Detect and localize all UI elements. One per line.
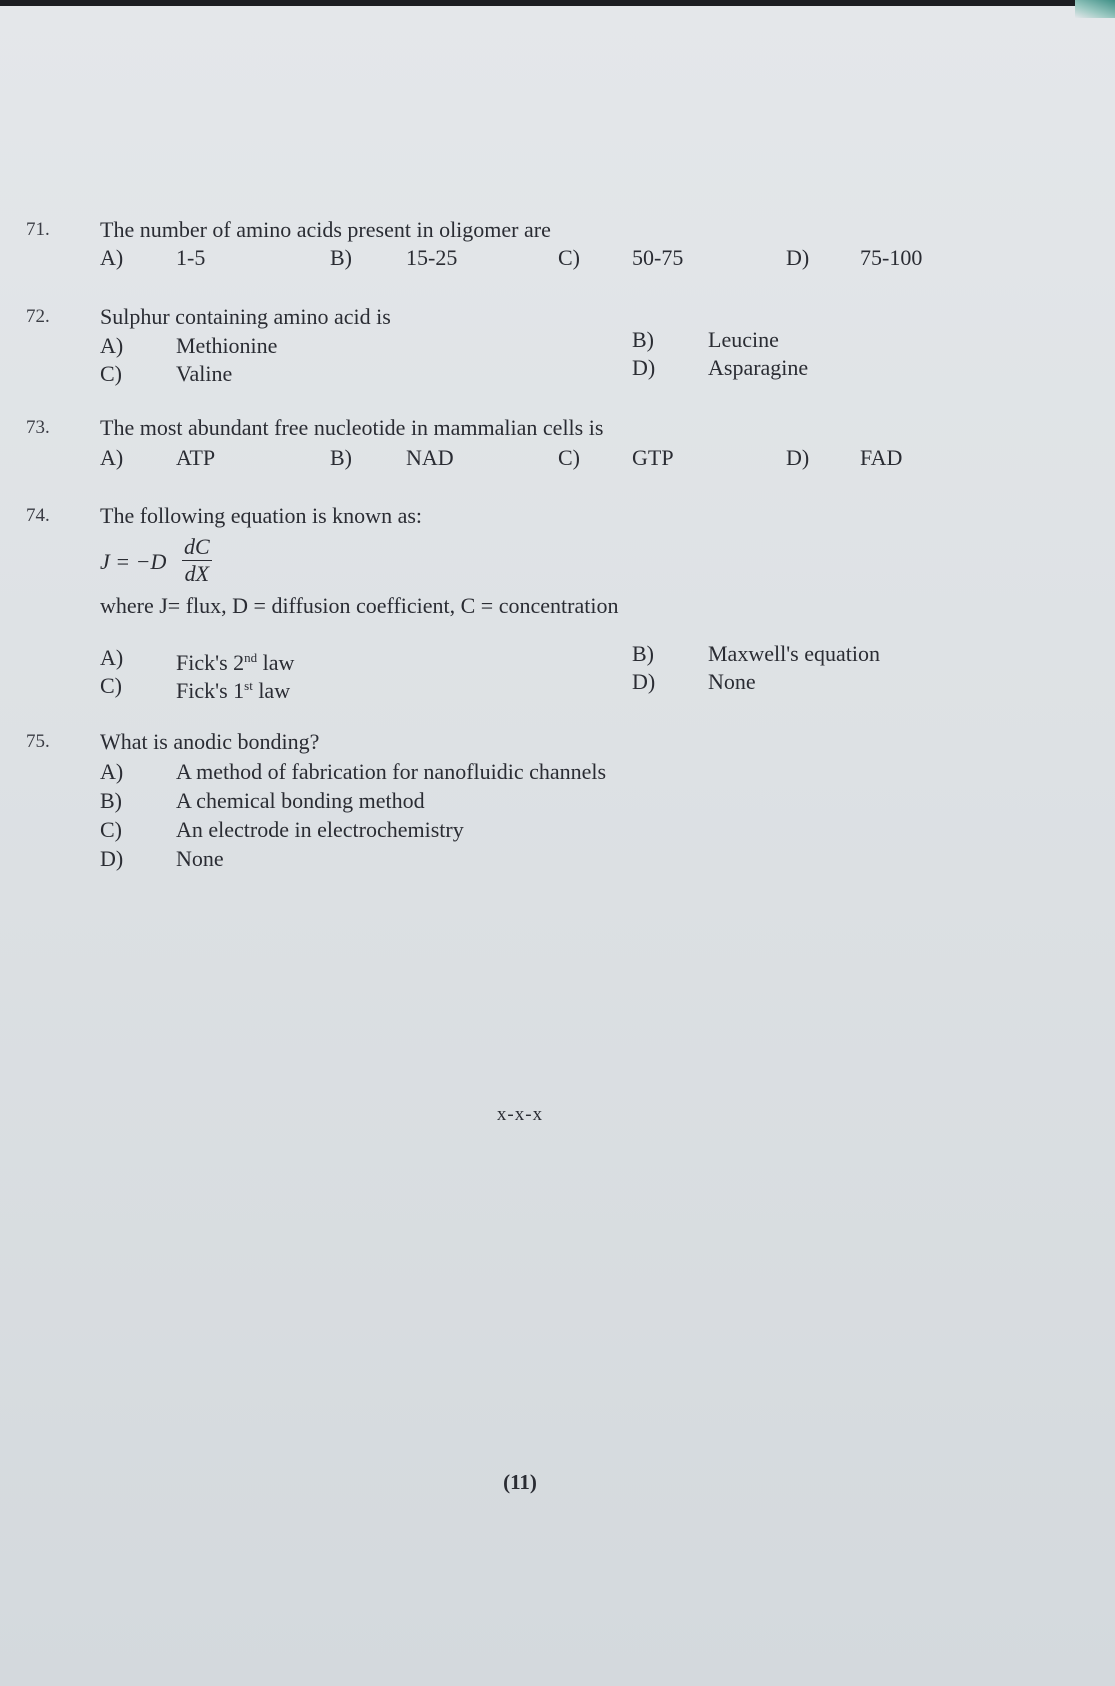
option-label: D) [632,355,656,380]
question-text: Sulphur containing amino acid is [100,304,391,329]
option-label: A) [100,333,124,358]
equation-where: where J= flux, D = diffusion coefficient, C = concentration [100,593,619,618]
page-corner-shadow [1075,0,1115,18]
option-label: B) [330,245,352,270]
option-label: A) [100,645,124,670]
equation-denominator: dX [184,561,210,586]
option-label: B) [330,445,352,470]
question-text: The number of amino acids present in oligomer are [100,217,551,242]
option-label: D) [786,445,810,470]
option-value: None [708,669,756,694]
option-label: D) [786,245,810,270]
option-label: A) [100,445,124,470]
option-label: C) [100,361,122,386]
option-value: Maxwell's equation [708,641,880,666]
question-number: 73. [26,417,50,438]
option-value: 75-100 [860,245,923,270]
question-number: 72. [26,306,50,327]
option-value: Asparagine [708,355,809,380]
option-label: C) [558,245,580,270]
option-value: Fick's 1st law [176,678,291,703]
option-value: GTP [632,445,674,470]
option-label: B) [100,788,122,813]
question-text: The following equation is known as: [100,503,423,528]
option-label: C) [100,817,122,842]
option-value: FAD [860,445,903,470]
option-value: Valine [176,361,233,386]
option-value: NAD [406,445,454,470]
option-value: A chemical bonding method [176,788,425,813]
option-label: D) [100,846,124,871]
option-label: A) [100,245,124,270]
page-number: (11) [503,1470,537,1494]
option-value: Leucine [708,327,779,352]
question-text: What is anodic bonding? [100,729,320,754]
end-mark: x-x-x [496,1104,544,1125]
equation-numerator: dC [184,534,210,559]
option-value: 50-75 [632,245,684,270]
equation-lhs: J = −D [100,549,167,574]
question-number: 75. [26,731,50,752]
option-label: C) [558,445,580,470]
option-value: A method of fabrication for nanofluidic channels [176,759,607,784]
question-text: The most abundant free nucleotide in mammalian cells is [100,415,604,440]
option-value: ATP [176,445,216,470]
equation-fraction [182,534,212,587]
option-label: C) [100,673,122,698]
option-value: An electrode in electrochemistry [176,817,464,842]
option-value: Fick's 2nd law [176,650,295,675]
option-value: 15-25 [406,245,458,270]
option-label: D) [632,669,656,694]
option-label: A) [100,759,124,784]
option-label: B) [632,641,654,666]
option-label: B) [632,327,654,352]
option-value: Methionine [176,333,278,358]
page-top-edge [0,0,1115,6]
question-number: 71. [26,219,50,240]
question-number: 74. [26,505,50,526]
option-value: 1-5 [176,245,206,270]
option-value: None [176,846,224,871]
